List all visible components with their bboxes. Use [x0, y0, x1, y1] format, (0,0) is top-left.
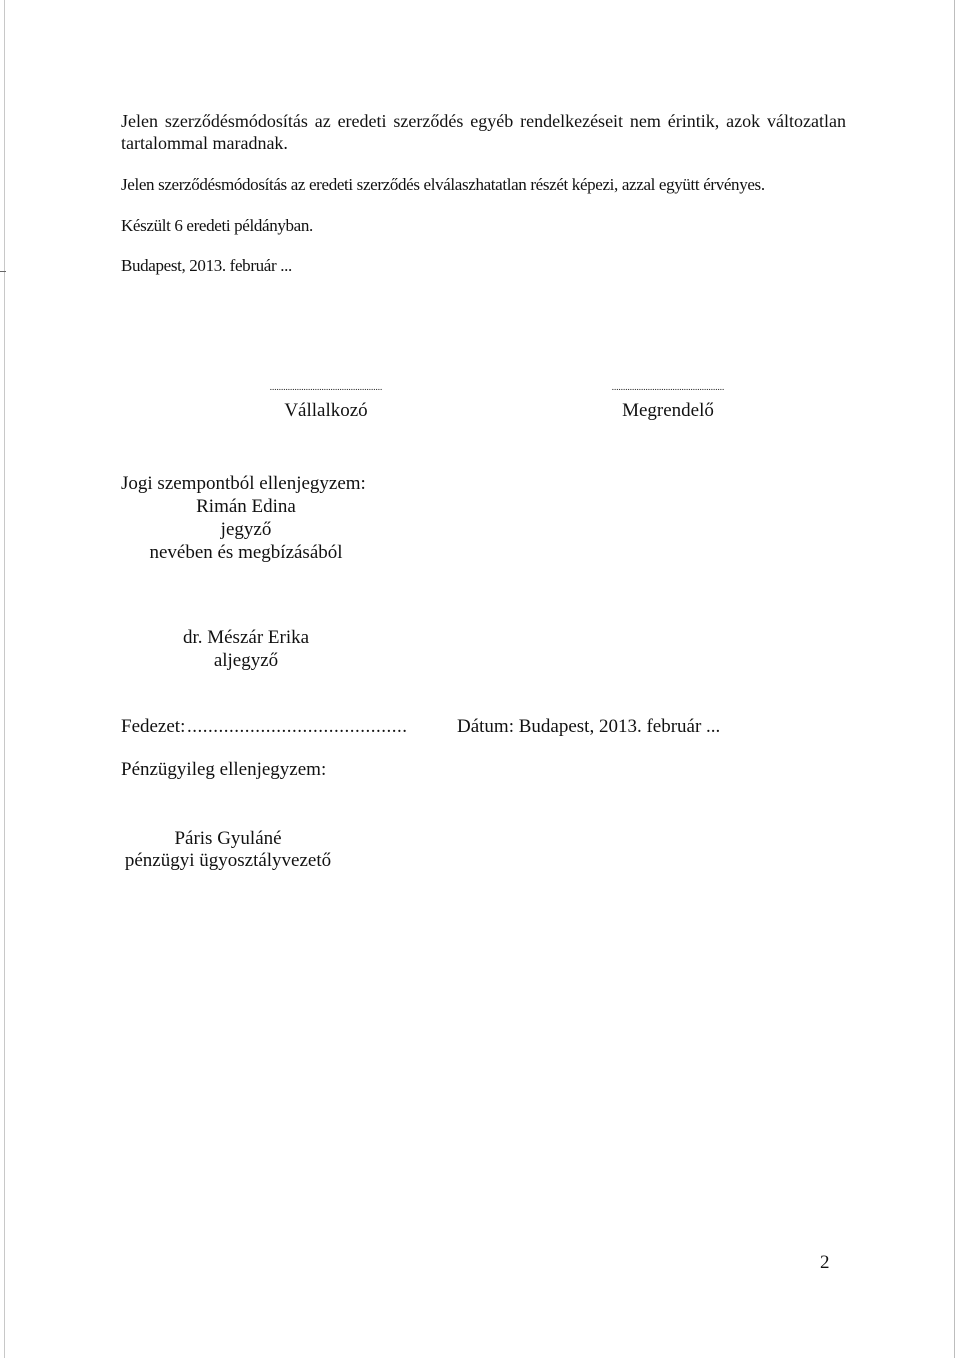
on-behalf-line: nevében és megbízásából — [149, 542, 343, 563]
place-date-line: Budapest, 2013. február ... — [121, 256, 292, 275]
contractor-label: Vállalkozó — [284, 400, 368, 421]
finance-officer-name: Páris Gyuláné — [174, 828, 282, 849]
financial-countersign-heading: Pénzügyileg ellenjegyzem: — [121, 759, 327, 780]
deputy-notary-role: aljegyző — [213, 650, 279, 671]
scan-edge-left — [4, 0, 5, 1358]
finance-officer-role: pénzügyi ügyosztályvezető — [124, 850, 332, 871]
paragraph-unchanged-provisions: Jelen szerződésmódosítás az eredeti szerződés egyéb rendelkezéseit nem érintik, azok változatlan tartalommal maradnak. — [121, 111, 846, 153]
client-label: Megrendelő — [622, 400, 714, 421]
contractor-signature-line: .................................................. — [269, 382, 383, 392]
scan-edge-right — [954, 0, 955, 1358]
notary-role: jegyző — [220, 519, 272, 540]
copies-line: Készült 6 eredeti példányban. — [121, 216, 313, 235]
scan-margin-mark — [0, 271, 6, 272]
paragraph-inseparable-part: Jelen szerződésmódosítás az eredeti szerződés elválaszhatatlan részét képezi, azzal együtt érvényes. — [121, 175, 765, 194]
funding-label: Fedezet: — [121, 716, 186, 737]
page-number: 2 — [820, 1252, 830, 1273]
legal-countersign-heading: Jogi szempontból ellenjegyzem: — [121, 473, 366, 494]
notary-name: Rimán Edina — [196, 496, 296, 517]
deputy-notary-name: dr. Mészár Erika — [182, 627, 310, 648]
client-signature-line: .................................................. — [611, 382, 725, 392]
funding-dots: .......................................... — [187, 716, 408, 737]
funding-date: Dátum: Budapest, 2013. február ... — [457, 716, 721, 737]
